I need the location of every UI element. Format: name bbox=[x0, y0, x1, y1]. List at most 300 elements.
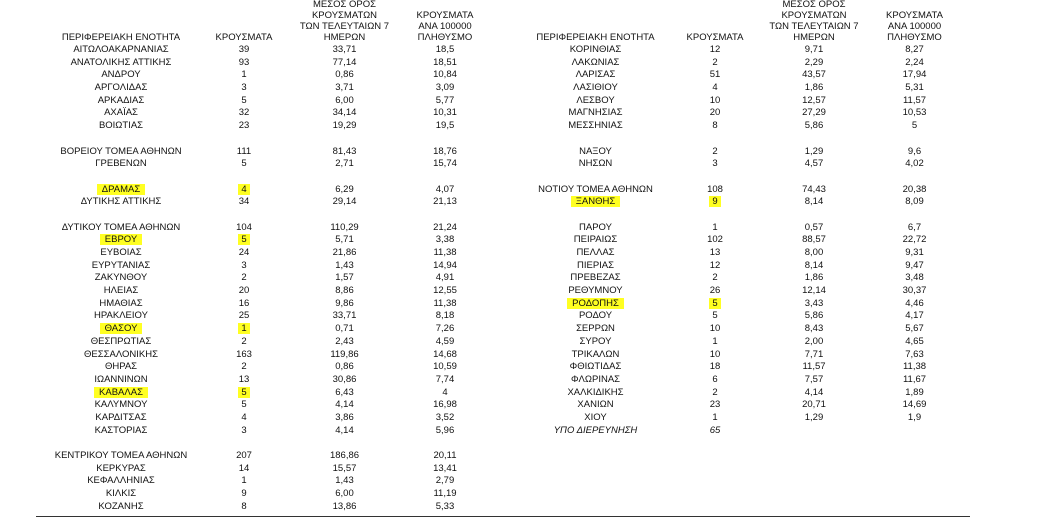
cases-cell bbox=[678, 285, 752, 298]
cases-cell-text: 1 bbox=[712, 221, 718, 233]
region-cell-text: ΝΑΞΟΥ bbox=[579, 145, 612, 157]
header-per100k-line-1: ΚΡΟΥΣΜΑΤΑ ΑΝΑ 100000 bbox=[416, 10, 474, 32]
avg-cell-text: 8,86 bbox=[335, 285, 354, 297]
per100k-cell bbox=[407, 285, 483, 298]
avg-cell bbox=[752, 336, 876, 349]
region-cell-text: ΚΙΛΚΙΣ bbox=[105, 488, 137, 500]
avg-cell-text: 2,71 bbox=[335, 158, 354, 170]
per100k-cell-text: 21,24 bbox=[433, 221, 457, 233]
per100k-cell bbox=[876, 222, 953, 235]
region-cell bbox=[36, 399, 206, 412]
region-cell-text: ΘΗΡΑΣ bbox=[104, 361, 138, 373]
left-table-body bbox=[36, 44, 483, 513]
header-per100k-line-2: ΠΛΗΘΥΣΜΟ bbox=[887, 32, 942, 43]
left-table-grid bbox=[36, 0, 483, 44]
cases-cell-text: 93 bbox=[238, 56, 250, 68]
cases-cell bbox=[206, 260, 282, 273]
cases-cell bbox=[206, 298, 282, 311]
avg-cell bbox=[282, 475, 407, 488]
avg-cell bbox=[282, 120, 407, 133]
region-cell bbox=[36, 425, 206, 438]
region-cell bbox=[513, 336, 678, 349]
per100k-cell-text: 7,74 bbox=[435, 373, 455, 385]
avg-cell bbox=[752, 323, 876, 336]
header-avg-line-2: ΤΩΝ ΤΕΛΕΥΤΑΙΩΝ 7 bbox=[299, 21, 390, 32]
avg-cell bbox=[752, 95, 876, 108]
region-cell bbox=[36, 57, 206, 70]
per100k-cell bbox=[407, 82, 483, 95]
avg-cell bbox=[282, 374, 407, 387]
avg-cell-text: 2,29 bbox=[804, 56, 824, 68]
region-cell-text: ΑΝΑΤΟΛΙΚΗΣ ΑΤΤΙΚΗΣ bbox=[70, 56, 172, 68]
cases-cell bbox=[206, 57, 282, 70]
per100k-cell-text: 4,07 bbox=[435, 183, 455, 195]
per100k-cell bbox=[407, 310, 483, 323]
avg-cell bbox=[282, 323, 407, 336]
region-cell bbox=[513, 107, 678, 120]
region-cell bbox=[513, 184, 678, 197]
per100k-cell bbox=[876, 336, 953, 349]
per100k-cell-text: 21,13 bbox=[433, 196, 457, 208]
region-cell bbox=[36, 374, 206, 387]
region-cell bbox=[513, 387, 678, 400]
per100k-cell bbox=[407, 107, 483, 120]
avg-cell bbox=[752, 234, 876, 247]
cases-cell-text: 2 bbox=[712, 56, 718, 68]
per100k-cell-text: 10,53 bbox=[902, 107, 927, 119]
cases-cell bbox=[206, 184, 282, 197]
header-avg-line-1: ΜΕΣΟΣ ΟΡΟΣ ΚΡΟΥΣΜΑΤΩΝ bbox=[311, 0, 378, 21]
per100k-cell bbox=[407, 44, 483, 57]
region-cell bbox=[36, 412, 206, 425]
cases-cell-text: 65 bbox=[709, 424, 721, 436]
per100k-cell-text: 22,72 bbox=[902, 234, 927, 246]
avg-cell bbox=[752, 146, 876, 159]
avg-cell-text: 6,00 bbox=[335, 94, 354, 106]
cases-cell bbox=[678, 146, 752, 159]
region-cell-text: ΣΥΡΟΥ bbox=[579, 335, 612, 347]
avg-cell bbox=[282, 399, 407, 412]
header-cases bbox=[678, 0, 752, 44]
cases-cell bbox=[206, 425, 282, 438]
region-cell bbox=[513, 158, 678, 171]
header-cases bbox=[206, 0, 282, 44]
avg-cell-text: 1,29 bbox=[804, 145, 824, 157]
cases-cell bbox=[678, 310, 752, 323]
per100k-cell bbox=[876, 196, 953, 209]
cases-cell bbox=[206, 158, 282, 171]
region-cell-text: ΧΙΟΥ bbox=[584, 411, 607, 423]
header-avg-line-1: ΜΕΣΟΣ ΟΡΟΣ ΚΡΟΥΣΜΑΤΩΝ bbox=[781, 0, 847, 21]
cases-cell bbox=[678, 107, 752, 120]
per100k-cell bbox=[407, 272, 483, 285]
cases-cell-text: 10 bbox=[709, 348, 721, 360]
region-cell bbox=[513, 260, 678, 273]
per100k-cell-text: 12,55 bbox=[433, 285, 457, 297]
cases-cell bbox=[678, 184, 752, 197]
cases-cell bbox=[678, 95, 752, 108]
avg-cell-text: 29,14 bbox=[332, 196, 357, 208]
header-per100k-line-2: ΠΛΗΘΥΣΜΟ bbox=[417, 32, 473, 43]
row-spacer bbox=[36, 437, 483, 450]
cases-cell bbox=[206, 95, 282, 108]
avg-cell bbox=[752, 387, 876, 400]
cases-cell-text: 4 bbox=[241, 411, 247, 423]
per100k-cell bbox=[407, 399, 483, 412]
per100k-cell bbox=[876, 374, 953, 387]
cases-cell-text: 34 bbox=[238, 196, 250, 208]
region-cell-text: ΠΕΙΡΑΙΩΣ bbox=[573, 234, 618, 246]
per100k-cell-text: 2,79 bbox=[435, 475, 455, 487]
cases-cell-text: 2 bbox=[241, 272, 247, 284]
avg-cell-text: 34,14 bbox=[332, 107, 357, 119]
header-avg bbox=[282, 0, 407, 44]
per100k-cell-text: 18,5 bbox=[435, 44, 455, 55]
avg-cell bbox=[752, 412, 876, 425]
avg-cell bbox=[282, 107, 407, 120]
header-avg-line-3: ΗΜΕΡΩΝ bbox=[323, 32, 366, 43]
avg-cell-text: 2,43 bbox=[335, 335, 354, 347]
cases-cell-text: 5 bbox=[238, 387, 249, 398]
per100k-cell bbox=[876, 361, 953, 374]
avg-cell bbox=[752, 69, 876, 82]
region-cell-text: ΡΕΘΥΜΝΟΥ bbox=[568, 285, 623, 297]
cases-cell-text: 6 bbox=[712, 373, 718, 385]
region-cell-text: ΚΕΡΚΥΡΑΣ bbox=[96, 462, 146, 474]
per100k-cell-text: 3,48 bbox=[905, 272, 924, 284]
region-cell-text: ΦΘΙΩΤΙΔΑΣ bbox=[569, 361, 622, 373]
cases-cell bbox=[678, 374, 752, 387]
cases-cell bbox=[206, 82, 282, 95]
cases-cell bbox=[206, 349, 282, 362]
cases-cell bbox=[678, 425, 752, 438]
per100k-cell bbox=[876, 349, 953, 362]
avg-cell bbox=[752, 196, 876, 209]
avg-cell-text: 0,86 bbox=[335, 69, 354, 81]
right-table-body bbox=[513, 44, 953, 437]
header-region-label: ΠΕΡΙΦΕΡΕΙΑΚΗ ΕΝΟΤΗΤΑ bbox=[536, 32, 655, 43]
cases-cell bbox=[206, 488, 282, 501]
region-cell-text: ΘΑΣΟΥ bbox=[100, 323, 143, 334]
per100k-cell-text: 4,46 bbox=[905, 297, 924, 309]
avg-cell-text: 15,57 bbox=[332, 462, 357, 474]
region-cell bbox=[513, 399, 678, 412]
avg-cell bbox=[752, 57, 876, 70]
region-cell-text: ΑΡΓΟΛΙΔΑΣ bbox=[94, 82, 148, 94]
cases-cell-text: 5 bbox=[712, 310, 718, 322]
per100k-cell bbox=[407, 450, 483, 463]
region-cell-text: ΛΑΡΙΣΑΣ bbox=[575, 69, 616, 81]
avg-cell-text: 110,29 bbox=[330, 221, 359, 233]
avg-cell bbox=[752, 247, 876, 260]
per100k-cell bbox=[876, 260, 953, 273]
cases-cell bbox=[206, 336, 282, 349]
avg-cell bbox=[752, 120, 876, 133]
region-cell-text: ΗΡΑΚΛΕΙΟΥ bbox=[94, 310, 148, 322]
avg-cell-text: 7,57 bbox=[804, 373, 824, 385]
region-cell bbox=[513, 285, 678, 298]
region-cell-text: ΘΕΣΣΑΛΟΝΙΚΗΣ bbox=[84, 348, 158, 360]
region-cell bbox=[513, 82, 678, 95]
cases-cell bbox=[678, 247, 752, 260]
avg-cell bbox=[752, 285, 876, 298]
cases-cell-text: 14 bbox=[238, 462, 250, 474]
bottom-rule bbox=[36, 516, 970, 517]
avg-cell-text: 81,43 bbox=[332, 145, 357, 157]
avg-cell bbox=[282, 222, 407, 235]
avg-cell bbox=[282, 184, 407, 197]
cases-cell-text: 2 bbox=[712, 386, 718, 398]
cases-cell-text: 13 bbox=[238, 373, 250, 385]
cases-cell-text: 8 bbox=[712, 120, 718, 132]
per100k-cell-text: 11,38 bbox=[902, 361, 927, 373]
per100k-cell bbox=[876, 69, 953, 82]
avg-cell-text: 2,00 bbox=[804, 335, 824, 347]
avg-cell-text: 6,29 bbox=[335, 183, 354, 195]
per100k-cell bbox=[407, 463, 483, 476]
cases-cell-text: 26 bbox=[709, 285, 721, 297]
region-cell bbox=[513, 310, 678, 323]
cases-cell bbox=[206, 501, 282, 514]
region-cell bbox=[36, 501, 206, 514]
cases-cell bbox=[206, 463, 282, 476]
cases-cell-text: 102 bbox=[707, 234, 723, 246]
avg-cell-text: 6,43 bbox=[335, 386, 354, 398]
per100k-cell-text: 18,76 bbox=[433, 145, 457, 157]
region-cell-text: ΕΥΡΥΤΑΝΙΑΣ bbox=[91, 259, 151, 271]
avg-cell-text: 19,29 bbox=[332, 120, 357, 132]
header-per100k-line-1: ΚΡΟΥΣΜΑΤΑ ΑΝΑ 100000 bbox=[886, 10, 943, 32]
per100k-cell-text: 8,27 bbox=[905, 44, 924, 55]
region-cell bbox=[513, 57, 678, 70]
per100k-cell-text: 5,67 bbox=[905, 323, 924, 335]
cases-cell-text: 9 bbox=[241, 488, 247, 500]
avg-cell bbox=[282, 247, 407, 260]
region-cell bbox=[513, 323, 678, 336]
avg-cell-text: 74,43 bbox=[802, 183, 826, 195]
cases-cell bbox=[206, 374, 282, 387]
cases-cell bbox=[678, 234, 752, 247]
cases-cell bbox=[678, 336, 752, 349]
avg-cell bbox=[752, 184, 876, 197]
per100k-cell bbox=[407, 336, 483, 349]
avg-cell bbox=[752, 310, 876, 323]
cases-cell-text: 18 bbox=[709, 361, 721, 373]
avg-cell bbox=[282, 196, 407, 209]
per100k-cell bbox=[876, 247, 953, 260]
per100k-cell bbox=[407, 488, 483, 501]
region-cell bbox=[513, 234, 678, 247]
avg-cell-text: 8,43 bbox=[804, 323, 824, 335]
cases-cell bbox=[678, 260, 752, 273]
region-cell-text: ΤΡΙΚΑΛΩΝ bbox=[571, 348, 620, 360]
region-cell bbox=[513, 44, 678, 57]
per100k-cell bbox=[876, 146, 953, 159]
region-cell bbox=[36, 234, 206, 247]
cases-cell-text: 5 bbox=[241, 399, 247, 411]
region-cell-text: ΙΩΑΝΝΙΝΩΝ bbox=[94, 373, 148, 385]
header-avg bbox=[752, 0, 876, 44]
cases-cell-text: 3 bbox=[241, 424, 247, 436]
cases-cell-text: 2 bbox=[712, 145, 718, 157]
region-cell bbox=[36, 184, 206, 197]
region-cell-text: ΕΥΒΟΙΑΣ bbox=[100, 247, 142, 258]
per100k-cell-text: 1,9 bbox=[907, 411, 922, 423]
cases-cell bbox=[206, 69, 282, 82]
avg-cell-text: 77,14 bbox=[332, 56, 357, 68]
region-cell bbox=[36, 95, 206, 108]
header-region bbox=[513, 0, 678, 44]
per100k-cell-text: 7,26 bbox=[435, 323, 455, 335]
region-cell bbox=[36, 387, 206, 400]
region-cell bbox=[36, 247, 206, 260]
avg-cell bbox=[752, 349, 876, 362]
region-cell bbox=[36, 82, 206, 95]
region-cell-text: ΚΑΣΤΟΡΙΑΣ bbox=[94, 424, 148, 436]
cases-cell-text: 39 bbox=[238, 44, 250, 55]
cases-cell bbox=[206, 399, 282, 412]
per100k-cell-text: 14,68 bbox=[433, 348, 457, 360]
cases-cell-text: 23 bbox=[238, 120, 250, 132]
avg-cell-text: 9,71 bbox=[804, 44, 824, 55]
avg-cell-text: 33,71 bbox=[332, 310, 357, 322]
cases-cell bbox=[206, 196, 282, 209]
avg-cell bbox=[752, 425, 876, 438]
per100k-cell bbox=[407, 501, 483, 514]
per100k-cell-text: 9,31 bbox=[905, 247, 924, 258]
per100k-cell bbox=[876, 57, 953, 70]
avg-cell-text: 9,86 bbox=[335, 297, 354, 309]
avg-cell-text: 0,71 bbox=[335, 323, 354, 335]
avg-cell-text: 0,86 bbox=[335, 361, 354, 373]
per100k-cell bbox=[876, 412, 953, 425]
region-cell-text: ΦΛΩΡΙΝΑΣ bbox=[570, 373, 621, 385]
header-cases-label: ΚΡΟΥΣΜΑΤΑ bbox=[215, 32, 273, 43]
avg-cell-text: 8,14 bbox=[804, 196, 824, 208]
avg-cell bbox=[752, 107, 876, 120]
per100k-cell-text: 18,51 bbox=[433, 56, 457, 68]
avg-cell bbox=[752, 82, 876, 95]
per100k-cell-text: 17,94 bbox=[902, 69, 927, 81]
region-cell bbox=[513, 196, 678, 209]
header-avg-line-2: ΤΩΝ ΤΕΛΕΥΤΑΙΩΝ 7 bbox=[769, 21, 859, 32]
cases-cell bbox=[206, 310, 282, 323]
avg-cell bbox=[752, 222, 876, 235]
per100k-cell bbox=[407, 234, 483, 247]
per100k-cell-text: 4,65 bbox=[905, 335, 924, 347]
avg-cell bbox=[282, 310, 407, 323]
per100k-cell-text: 2,24 bbox=[905, 56, 924, 68]
per100k-cell-text: 9,47 bbox=[905, 259, 924, 271]
region-cell-text: ΜΕΣΣΗΝΙΑΣ bbox=[568, 120, 623, 132]
avg-cell bbox=[282, 361, 407, 374]
cases-cell-text: 16 bbox=[238, 297, 250, 309]
per100k-cell-text: 8,18 bbox=[435, 310, 455, 322]
cases-cell bbox=[678, 298, 752, 311]
avg-cell bbox=[282, 463, 407, 476]
region-cell bbox=[36, 298, 206, 311]
region-cell-text: ΣΕΡΡΩΝ bbox=[576, 323, 615, 335]
avg-cell-text: 8,14 bbox=[804, 259, 824, 271]
cases-cell bbox=[206, 475, 282, 488]
region-cell-text: ΚΑΒΑΛΑΣ bbox=[94, 387, 148, 398]
avg-cell-text: 7,71 bbox=[804, 348, 824, 360]
per100k-cell bbox=[407, 425, 483, 438]
right-cases-table bbox=[513, 0, 953, 437]
per100k-cell bbox=[876, 272, 953, 285]
cases-cell-text: 12 bbox=[709, 44, 721, 55]
region-cell-text: ΓΡΕΒΕΝΩΝ bbox=[95, 158, 147, 170]
avg-cell-text: 4,57 bbox=[804, 158, 824, 170]
per100k-cell-text: 5 bbox=[911, 120, 918, 132]
cases-cell bbox=[206, 44, 282, 57]
per100k-cell-text: 16,98 bbox=[433, 399, 457, 411]
region-cell-text: ΠΑΡΟΥ bbox=[579, 221, 612, 233]
header-region bbox=[36, 0, 206, 44]
region-cell-text: ΜΑΓΝΗΣΙΑΣ bbox=[568, 107, 623, 119]
header-per100k bbox=[876, 0, 953, 44]
per100k-cell-text: 6,7 bbox=[907, 221, 922, 233]
per100k-cell bbox=[407, 222, 483, 235]
per100k-cell-text: 4,59 bbox=[435, 335, 455, 347]
per100k-cell bbox=[407, 374, 483, 387]
region-cell bbox=[36, 463, 206, 476]
row-spacer bbox=[36, 171, 483, 184]
region-cell-text: ΗΜΑΘΙΑΣ bbox=[99, 297, 143, 309]
cases-cell-text: 12 bbox=[709, 259, 721, 271]
avg-cell bbox=[282, 425, 407, 438]
cases-cell-text: 5 bbox=[238, 234, 249, 245]
per100k-cell-text: 7,63 bbox=[905, 348, 924, 360]
cases-cell-text: 2 bbox=[712, 272, 718, 284]
per100k-cell-text: 14,69 bbox=[902, 399, 927, 411]
region-cell-text: ΡΟΔΟΠΗΣ bbox=[567, 298, 624, 309]
region-cell bbox=[513, 120, 678, 133]
avg-cell-text: 88,57 bbox=[802, 234, 826, 246]
per100k-cell-text: 10,84 bbox=[433, 69, 457, 81]
right-table-grid bbox=[513, 0, 953, 44]
per100k-cell-text: 11,19 bbox=[433, 488, 457, 500]
per100k-cell bbox=[407, 57, 483, 70]
cases-cell bbox=[678, 120, 752, 133]
region-cell bbox=[36, 69, 206, 82]
cases-cell-text: 5 bbox=[241, 158, 247, 170]
per100k-cell-text: 20,38 bbox=[902, 183, 927, 195]
region-cell-text: ΞΑΝΘΗΣ bbox=[571, 196, 621, 207]
avg-cell-text: 43,57 bbox=[802, 69, 826, 81]
region-cell bbox=[513, 272, 678, 285]
region-cell bbox=[513, 146, 678, 159]
avg-cell bbox=[752, 272, 876, 285]
avg-cell-text: 11,57 bbox=[802, 361, 826, 373]
avg-cell bbox=[282, 82, 407, 95]
region-cell bbox=[36, 310, 206, 323]
avg-cell-text: 12,57 bbox=[802, 94, 826, 106]
region-cell bbox=[36, 475, 206, 488]
region-cell bbox=[36, 361, 206, 374]
per100k-cell bbox=[876, 323, 953, 336]
region-cell bbox=[36, 285, 206, 298]
cases-cell bbox=[678, 412, 752, 425]
avg-cell bbox=[282, 234, 407, 247]
cases-cell-text: 25 bbox=[238, 310, 250, 322]
cases-cell-text: 10 bbox=[709, 323, 721, 335]
region-cell-text: ΚΑΛΥΜΝΟΥ bbox=[94, 399, 148, 411]
region-cell bbox=[36, 44, 206, 57]
avg-cell-text: 4,14 bbox=[335, 399, 354, 411]
region-cell-text: ΔΡΑΜΑΣ bbox=[97, 184, 145, 195]
avg-cell-text: 33,71 bbox=[332, 44, 357, 55]
